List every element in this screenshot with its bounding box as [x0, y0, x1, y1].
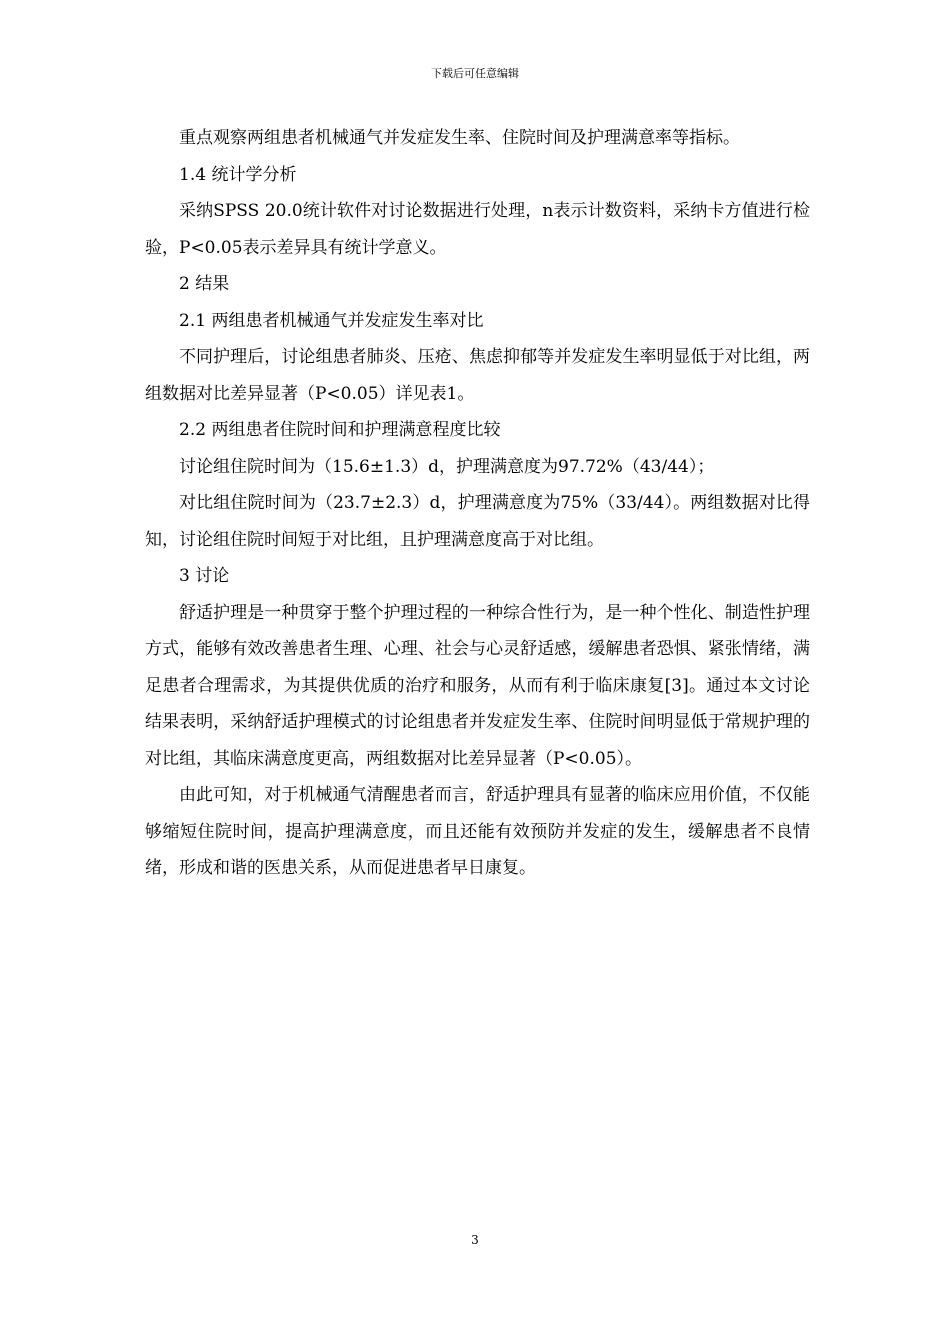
- paragraph-statistics: 采纳SPSS 20.0统计软件对讨论数据进行处理，n表示计数资料，采纳卡方值进行检验，P<0.05表示差异具有统计学意义。: [145, 201, 810, 258]
- page-header: 下载后可任意编辑: [431, 67, 519, 80]
- paragraph-study-group: 讨论组住院时间为（15.6±1.3）d，护理满意度为97.72%（43/44）；: [179, 456, 715, 477]
- section-heading-2-1: 2.1 两组患者机械通气并发症发生率对比: [179, 310, 484, 331]
- page-number: 3: [471, 1233, 479, 1247]
- paragraph-discussion: 舒适护理是一种贯穿于整个护理过程的一种综合性行为，是一种个性化、制造性护理方式，能够有效改善患者生理、心理、社会与心灵舒适感，缓解患者恐惧、紧张情绪，满足患者合理需求，为其提供优质的治疗和服务，从而有利于临床康复[3]。通过本文讨论结果表明，采纳舒适护理模式的讨论组患者并发症发生率、住院时间明显低于常规护理的对比组，其临床满意度更高，两组数据对比差异显著（P<0.05）。: [145, 602, 810, 769]
- section-heading-1-4: 1.4 统计学分析: [179, 164, 297, 185]
- paragraph-intro: 重点观察两组患者机械通气并发症发生率、住院时间及护理满意率等指标。: [179, 128, 740, 148]
- paragraph-control-group: 对比组住院时间为（23.7±2.3）d，护理满意度为75%（33/44）。两组数据对比得知，讨论组住院时间短于对比组，且护理满意度高于对比组。: [145, 493, 810, 550]
- document-body: [145, 120, 810, 887]
- section-heading-3: 3 讨论: [179, 566, 230, 586]
- section-heading-2-2: 2.2 两组患者住院时间和护理满意程度比较: [179, 420, 501, 440]
- paragraph-complications: 不同护理后，讨论组患者肺炎、压疮、焦虑抑郁等并发症发生率明显低于对比组，两组数据对比差异显著（P<0.05）详见表1。: [145, 347, 810, 404]
- paragraph-conclusion: 由此可知，对于机械通气清醒患者而言，舒适护理具有显著的临床应用价值，不仅能够缩短住院时间，提高护理满意度，而且还能有效预防并发症的发生，缓解患者不良情绪，形成和谐的医患关系，从而促进患者早日康复。: [145, 785, 810, 878]
- section-heading-2: 2 结果: [179, 274, 230, 294]
